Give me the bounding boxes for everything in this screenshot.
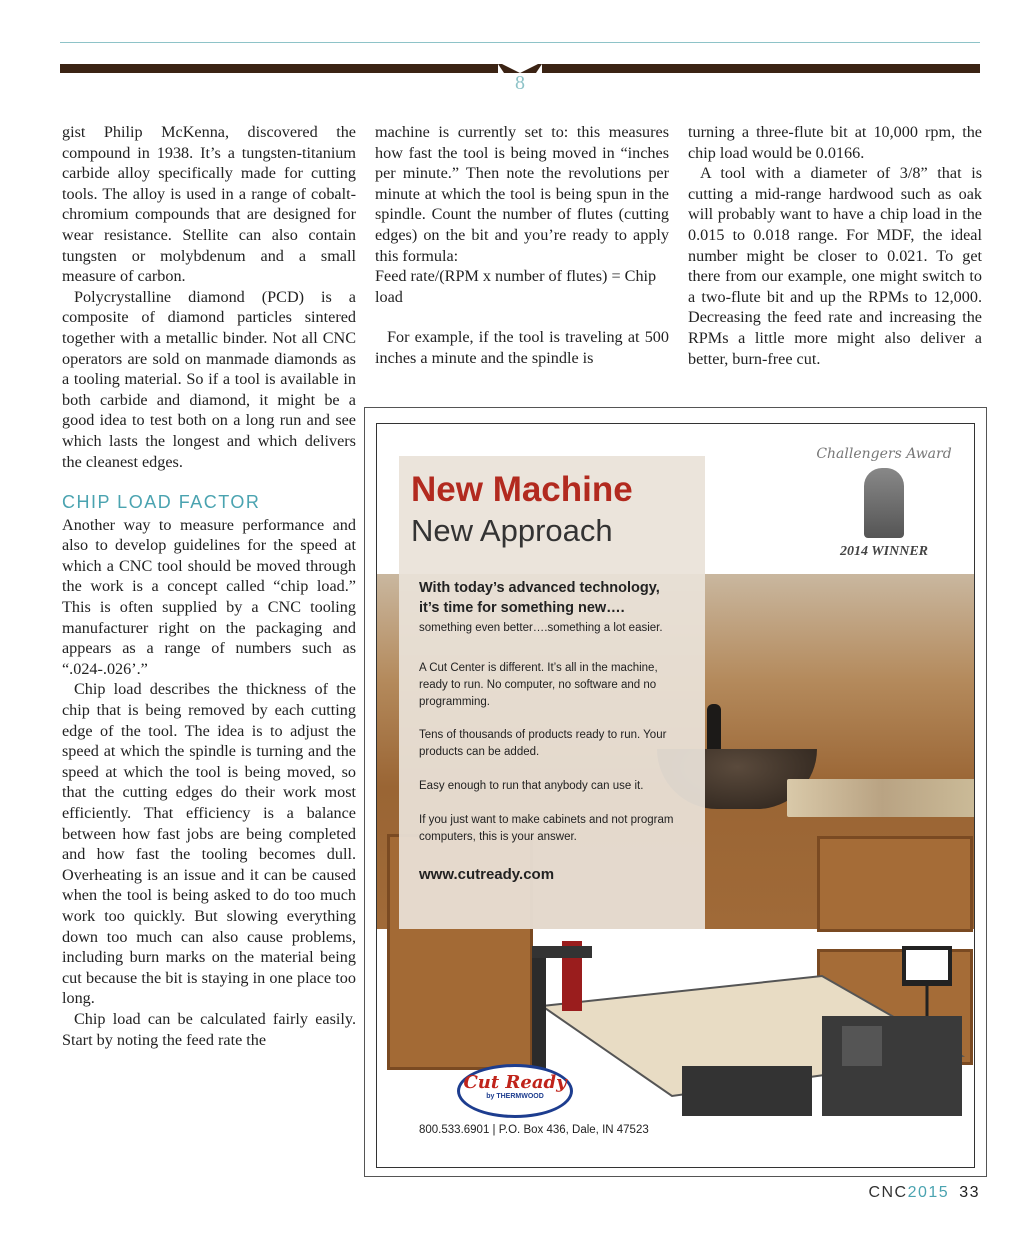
award-badge (809, 446, 959, 576)
magazine-year: 2015 (907, 1184, 950, 1201)
paragraph: Chip load can be calculated fairly easily. Start by noting the feed rate the (62, 1009, 356, 1049)
ad-url-link[interactable]: www.cutready.com (419, 866, 555, 883)
paragraph: gist Philip McKenna, discovered the compound in 1938. It’s a tungsten-titanium carbide alloy specifically made for cutting tools. The alloy is used in a range of cobalt-chromium compounds that are designed for wear resistance. Stellite can also contain tungsten or molybdenum and a small measure of carbon. (62, 123, 356, 286)
ad-lead: With today’s advanced technology, it’s time for something new…. (419, 580, 660, 616)
cut-ready-logo: Cut Ready by THERMWOOD (457, 1064, 573, 1118)
award-script: Challengers Award (816, 446, 952, 462)
ad-subtitle: New Approach (411, 513, 613, 548)
paragraph: Another way to measure performance and also to develop guidelines for the speed at which a CNC tool should be moved through the work is a concept called “chip load.” This is often supplied by a CNC tooling manufacturer right on the packaging and appears as a range of numbers such as “.024-.026’.” (62, 515, 356, 678)
ad-title: New Machine (411, 470, 633, 509)
countertop (787, 779, 975, 817)
formula: Feed rate/(RPM x number of flutes) = Chip load (375, 267, 657, 306)
paragraph: turning a three-flute bit at 10,000 rpm, the chip load would be 0.0166. (688, 123, 982, 162)
paragraph: A tool with a diameter of 3/8” that is cutting a mid-range hardwood such as oak will probably want to have a chip load in the 0.015 to 0.018 range. For MDF, the ideal number might be closer to 0.021. To get there from our example, one might switch to a two-flute bit and up the RPMs to 12,000. Decreasing the feed rate and increasing the RPMs a little more might also deliver a better, burn-free cut. (688, 164, 982, 368)
section-heading: CHIP LOAD FACTOR (62, 492, 261, 513)
paragraph: machine is currently set to: this measures how fast the tool is being moved in “inches per minute.” Then note the revolutions per minute at which the tool is being spun in the spindle. Count the number of flutes (cutting edges) on the bit and you’re ready to apply this formula: (375, 123, 669, 265)
trophy-icon (864, 468, 904, 538)
article-column-1 (62, 122, 356, 1050)
ad-paragraph: A Cut Center is different. It’s all in the machine, ready to run. No computer, no software and no programming. (419, 662, 658, 708)
header-bar-right (542, 64, 980, 73)
top-rule (60, 42, 980, 43)
award-winner: 2014 WINNER (839, 544, 929, 559)
ad-subline: something even better….something a lot easier. (419, 622, 663, 634)
ad-paragraph: If you just want to make cabinets and not program computers, this is your answer. (419, 814, 674, 843)
article-column-2 (375, 122, 669, 369)
paragraph: Polycrystalline diamond (PCD) is a composite of diamond particles sintered together with a metallic binder. Not all CNC operators are sold on manmade diamonds as a tooling material. So if a tool is available in both carbide and diamond, it might be a good idea to test both on a long run and see which lasts the longest and which delivers the cleanest edges. (62, 287, 356, 471)
paragraph: Chip load describes the thickness of the chip that is being removed by each cutting edge of the tool. The idea is to adjust the speed at which the spindle is turning and the speed at which the tool is being moved, so that the cutting edges do their work most efficiently. That efficiency is a balance between how fast jobs are being completed and how fast the tooling becomes dull. Overheating is an issue and it can be caused when the tool is being asked to do too much work too quickly. But slowing everything down too much can also cause problems, including burn marks on the material being cut because the bit is staying in one place too long. (62, 680, 356, 1008)
page-number: 33 (959, 1184, 980, 1201)
section-number: 8 (515, 72, 525, 94)
ad-paragraph: Tens of thousands of products ready to run. Your products can be added. (419, 729, 667, 758)
advertisement[interactable] (376, 423, 975, 1168)
article-column-3 (688, 122, 982, 369)
ad-contact: 800.533.6901 | P.O. Box 436, Dale, IN 47523 (419, 1124, 649, 1136)
cabinet-door (817, 836, 973, 932)
cnc-machine-image (522, 936, 972, 1126)
ad-paragraph: Easy enough to run that anybody can use it. (419, 780, 644, 792)
header-bar-left (60, 64, 498, 73)
magazine-name: CNC (868, 1184, 908, 1201)
paragraph: For example, if the tool is traveling at 500 inches a minute and the spindle is (375, 328, 669, 367)
page-footer (868, 1184, 980, 1202)
